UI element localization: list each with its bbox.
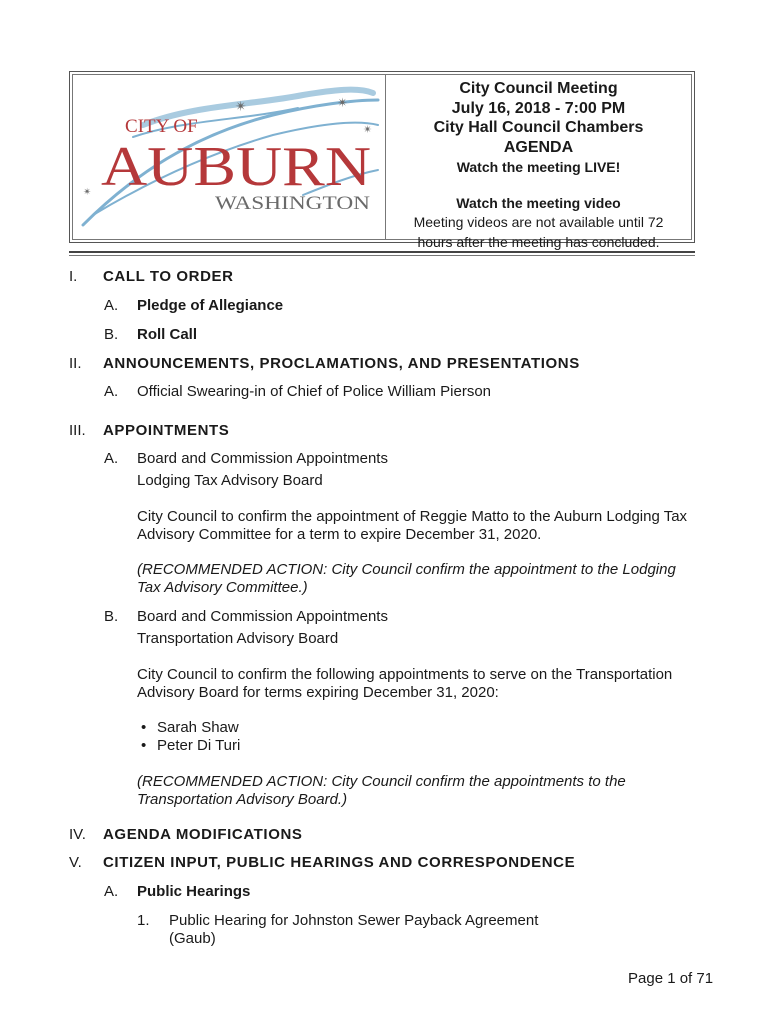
list-item: • Peter Di Turi xyxy=(137,737,240,755)
section-1-title: CALL TO ORDER xyxy=(103,268,234,285)
logo-city-of: CITY OF xyxy=(125,116,198,137)
agenda-heading: AGENDA xyxy=(503,138,574,156)
meeting-date: July 16, 2018 - 7:00 PM xyxy=(451,99,626,117)
meeting-title: City Council Meeting xyxy=(459,80,618,97)
section-5-title: CITIZEN INPUT, PUBLIC HEARINGS AND CORRESPONDENCE xyxy=(103,854,576,871)
item-3a-letter: A. xyxy=(104,450,119,467)
item-1b-text: Roll Call xyxy=(137,326,198,343)
page-number: Page 1 of 71 xyxy=(628,970,714,987)
agenda-header xyxy=(69,71,695,250)
header-divider xyxy=(69,251,695,253)
logo-washington: WASHINGTON xyxy=(215,193,371,214)
section-1-number: I. xyxy=(69,268,78,285)
item-3b-recommended-line1: (RECOMMENDED ACTION: City Council confirm the appointments to the xyxy=(137,773,626,790)
item-3a-recommended-line2: Tax Advisory Committee.) xyxy=(137,579,308,596)
svg-text:✴: ✴ xyxy=(235,98,247,114)
video-note-line1: Meeting videos are not available until 72 xyxy=(413,214,664,230)
section-3-number: III. xyxy=(69,422,86,439)
item-3b-heading: Board and Commission Appointments xyxy=(137,608,388,625)
section-2-title: ANNOUNCEMENTS, PROCLAMATIONS, AND PRESENTATIONS xyxy=(103,355,580,372)
section-4-title: AGENDA MODIFICATIONS xyxy=(103,826,303,843)
item-3a-recommended-line1: (RECOMMENDED ACTION: City Council confirm the appointment to the Lodging xyxy=(137,561,676,578)
item-5a1-number: 1. xyxy=(137,912,150,929)
city-logo-cell xyxy=(73,75,386,239)
item-3a-desc-line2: Advisory Committee for a term to expire December 31, 2020. xyxy=(137,526,542,543)
item-2a-letter: A. xyxy=(104,383,119,400)
item-5a1-line2: (Gaub) xyxy=(169,930,216,947)
item-2a-text: Official Swearing-in of Chief of Police William Pierson xyxy=(137,383,492,400)
item-1a-letter: A. xyxy=(104,297,119,314)
svg-text:✴: ✴ xyxy=(337,95,348,110)
meeting-location: City Hall Council Chambers xyxy=(433,119,644,136)
list-item: • Sarah Shaw xyxy=(137,719,240,737)
item-3b-desc-line2: Advisory Board for terms expiring December 31, 2020: xyxy=(137,684,499,701)
section-3-title: APPOINTMENTS xyxy=(103,422,230,439)
item-3b-desc-line1: City Council to confirm the following appointments to serve on the Transportation xyxy=(137,666,673,683)
header-divider-thin xyxy=(69,255,695,256)
video-note-line2: hours after the meeting has concluded. xyxy=(417,234,660,250)
item-3b-letter: B. xyxy=(104,608,119,625)
item-1b-letter: B. xyxy=(104,326,119,343)
watch-live-link[interactable]: Watch the meeting LIVE! xyxy=(456,159,621,175)
item-3a-desc-line1: City Council to confirm the appointment of Reggie Matto to the Auburn Lodging Tax xyxy=(137,508,688,525)
item-3a-heading: Board and Commission Appointments xyxy=(137,450,388,467)
logo-auburn: AUBURN xyxy=(101,136,371,198)
section-4-number: IV. xyxy=(69,826,86,843)
section-5-number: V. xyxy=(69,854,82,871)
item-3a-board: Lodging Tax Advisory Board xyxy=(137,472,323,489)
item-5a1-line1: Public Hearing for Johnston Sewer Payback Agreement xyxy=(169,912,539,929)
item-1a-text: Pledge of Allegiance xyxy=(137,297,284,314)
item-5a-letter: A. xyxy=(104,883,119,900)
item-3b-board: Transportation Advisory Board xyxy=(137,630,339,647)
appointee-list xyxy=(137,719,240,755)
city-of-auburn-logo xyxy=(73,75,383,241)
svg-text:✴: ✴ xyxy=(83,187,92,198)
item-5a-text: Public Hearings xyxy=(137,883,251,900)
meeting-info xyxy=(386,75,691,250)
svg-text:✴: ✴ xyxy=(363,124,373,136)
watch-video-link[interactable]: Watch the meeting video xyxy=(456,195,621,211)
item-3b-recommended-line2: Transportation Advisory Board.) xyxy=(137,791,348,808)
section-2-number: II. xyxy=(69,355,82,372)
